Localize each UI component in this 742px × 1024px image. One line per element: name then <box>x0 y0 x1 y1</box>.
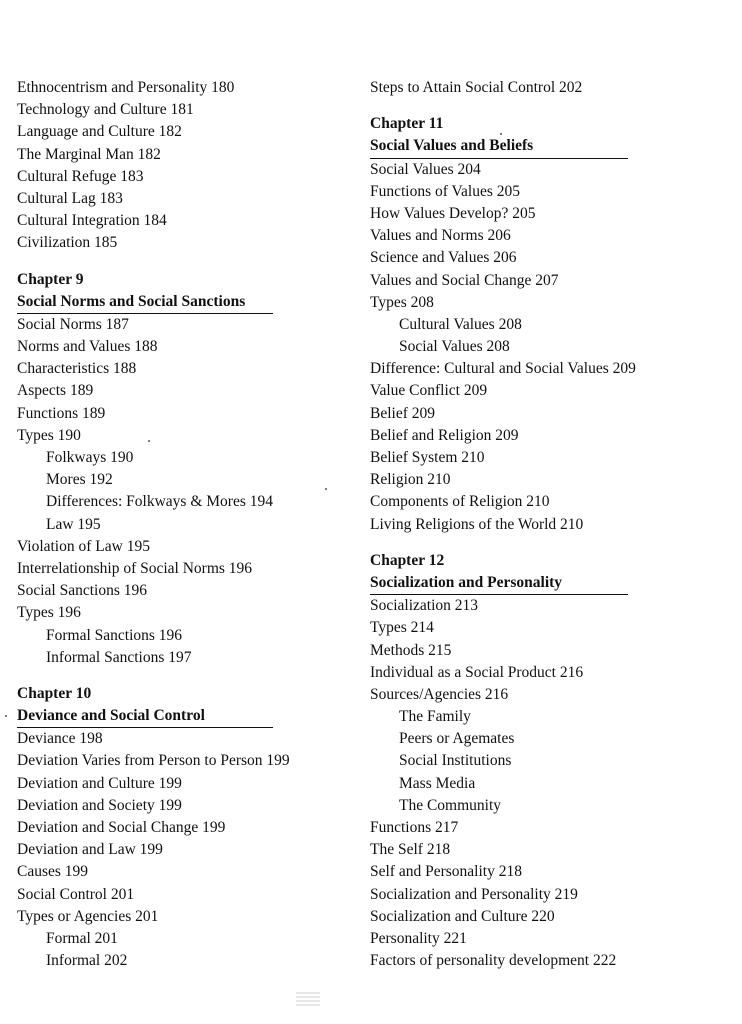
toc-entry: Components of Religion 210 <box>370 493 550 511</box>
toc-entry: Functions of Values 205 <box>370 182 520 200</box>
toc-subentry: Peers or Agemates <box>399 730 515 748</box>
toc-subentry: Cultural Values 208 <box>399 315 522 333</box>
toc-entry: Functions 189 <box>17 404 106 422</box>
chapter-title: Social Norms and Social Sanctions <box>17 291 273 314</box>
toc-entry: Values and Norms 206 <box>370 227 511 245</box>
toc-entry: Social Values 204 <box>370 160 481 178</box>
toc-left-column <box>17 77 337 972</box>
toc-subentry: Formal Sanctions 196 <box>46 626 183 644</box>
chapter-title: Deviance and Social Control <box>17 705 273 728</box>
toc-entry: Steps to Attain Social Control 202 <box>370 79 583 96</box>
scan-speck <box>148 440 150 442</box>
toc-subentry: Differences: Folkways & Mores 194 <box>46 493 274 511</box>
toc-section-top-left <box>17 77 337 255</box>
toc-section-top-right <box>370 77 720 99</box>
toc-entry: Value Conflict 209 <box>370 382 488 400</box>
scan-speck <box>500 133 502 135</box>
toc-entry: Deviation Varies from Person to Person 199 <box>17 752 290 770</box>
toc-entry: Deviation and Society 199 <box>17 796 182 814</box>
scan-smudge <box>296 992 320 1006</box>
toc-right-column <box>370 77 720 972</box>
toc-entry: Causes 199 <box>17 863 89 881</box>
toc-entry: Belief and Religion 209 <box>370 426 519 444</box>
chapter-label: Chapter 11 <box>370 115 444 133</box>
toc-subentry: Social Values 208 <box>399 338 510 356</box>
toc-entry: Socialization and Personality 219 <box>370 885 578 903</box>
toc-entry: Science and Values 206 <box>370 249 517 267</box>
toc-subentry: Formal 201 <box>46 929 118 947</box>
toc-entry: Social Norms 187 <box>17 315 129 333</box>
toc-entry: Types 196 <box>17 604 81 622</box>
toc-entry: Religion 210 <box>370 471 451 489</box>
toc-entry: Norms and Values 188 <box>17 338 158 356</box>
toc-entry: Aspects 189 <box>17 382 94 400</box>
toc-entry: Difference: Cultural and Social Values 209 <box>370 360 636 378</box>
toc-entry: Violation of Law 195 <box>17 537 150 555</box>
toc-entry: Types 190 <box>17 426 81 444</box>
toc-subentry: Mores 192 <box>46 471 113 489</box>
toc-subentry: Informal Sanctions 197 <box>46 648 192 666</box>
toc-entry: Belief System 210 <box>370 449 485 466</box>
toc-chapter-11 <box>370 113 720 536</box>
toc-entry: Ethnocentrism and Personality 180 <box>17 79 235 96</box>
chapter-title: Social Values and Beliefs <box>370 135 628 158</box>
toc-entry: Types or Agencies 201 <box>17 907 159 925</box>
toc-entry: Characteristics 188 <box>17 360 137 378</box>
toc-entry: Types 208 <box>370 293 434 311</box>
toc-entry: Personality 221 <box>370 929 467 947</box>
toc-chapter-12 <box>370 550 720 973</box>
toc-entry: Living Religions of the World 210 <box>370 515 584 533</box>
toc-entry: Sources/Agencies 216 <box>370 685 509 703</box>
toc-entry: Deviation and Culture 199 <box>17 774 182 792</box>
scan-speck <box>325 488 327 490</box>
chapter-label: Chapter 12 <box>370 551 445 569</box>
scan-speck <box>5 715 7 717</box>
chapter-label: Chapter 9 <box>17 270 84 288</box>
toc-entry: Language and Culture 182 <box>17 123 182 141</box>
toc-chapter-10 <box>17 683 337 972</box>
toc-entry: Socialization and Culture 220 <box>370 907 555 925</box>
toc-subentry: Folkways 190 <box>46 449 134 466</box>
toc-subentry: The Family <box>399 708 471 726</box>
toc-subentry: The Community <box>399 796 502 814</box>
toc-subentry: Informal 202 <box>46 952 128 970</box>
toc-entry: Socialization 213 <box>370 597 479 615</box>
toc-entry: Functions 217 <box>370 819 459 836</box>
toc-entry: Self and Personality 218 <box>370 863 522 881</box>
toc-entry: Factors of personality development 222 <box>370 952 617 970</box>
toc-entry: Civilization 185 <box>17 234 118 252</box>
toc-entry: Social Control 201 <box>17 885 135 903</box>
toc-entry: Deviation and Social Change 199 <box>17 819 226 836</box>
toc-entry: The Marginal Man 182 <box>17 145 161 163</box>
toc-entry: Individual as a Social Product 216 <box>370 663 584 681</box>
toc-entry: The Self 218 <box>370 841 451 859</box>
toc-subentry: Mass Media <box>399 774 476 792</box>
chapter-label: Chapter 10 <box>17 684 92 702</box>
toc-entry: Methods 215 <box>370 641 452 659</box>
toc-entry: Cultural Integration 184 <box>17 212 167 230</box>
toc-chapter-9 <box>17 269 337 669</box>
toc-entry: Values and Social Change 207 <box>370 271 559 289</box>
toc-subentry: Social Institutions <box>399 752 512 770</box>
toc-entry: Belief 209 <box>370 404 435 422</box>
toc-entry: Cultural Refuge 183 <box>17 167 144 185</box>
toc-entry: Interrelationship of Social Norms 196 <box>17 559 253 577</box>
toc-entry: Types 214 <box>370 619 434 637</box>
toc-entry: Technology and Culture 181 <box>17 101 194 119</box>
toc-entry: Social Sanctions 196 <box>17 582 148 600</box>
chapter-title: Socialization and Personality <box>370 572 628 595</box>
toc-entry: How Values Develop? 205 <box>370 204 536 222</box>
toc-entry: Deviance 198 <box>17 730 103 748</box>
toc-entry: Deviation and Law 199 <box>17 841 163 859</box>
toc-subentry: Law 195 <box>46 515 101 533</box>
toc-entry: Cultural Lag 183 <box>17 189 123 207</box>
